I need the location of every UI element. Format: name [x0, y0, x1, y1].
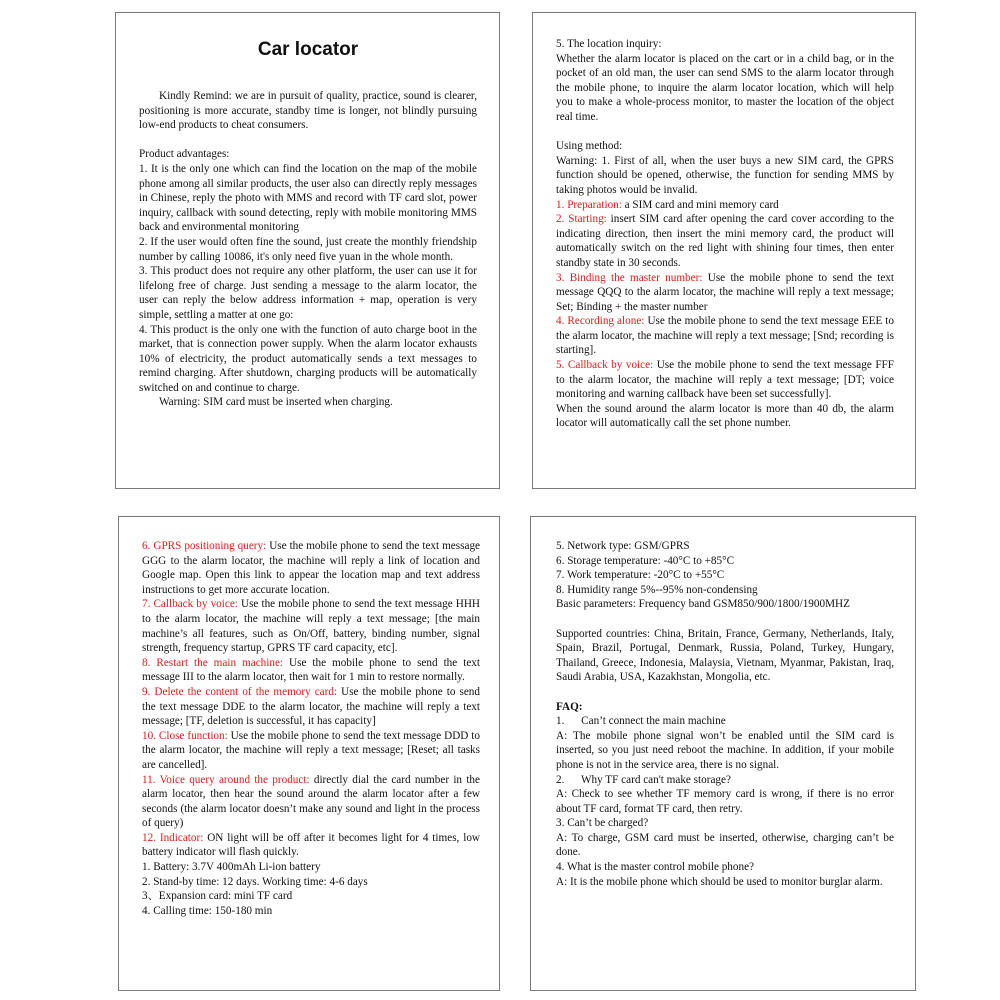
step-item: [556, 212, 894, 270]
step-item: [142, 831, 480, 860]
faq-heading: FAQ:: [556, 700, 583, 713]
step-label: 12. Indicator:: [142, 831, 204, 844]
step-item: [556, 198, 894, 213]
spec-item: 4. Calling time: 150-180 min: [142, 904, 273, 917]
faq-question: 4. What is the master control mobile phone?: [556, 861, 755, 874]
step-text: Use the mobile phone to send the text message FFF to the alarm locator, the machine will reply a text message; [DT; voice monitoring and warning callback have been set successfully].: [556, 359, 894, 401]
step-item: [142, 597, 480, 655]
advantage-item: 4. This product is the only one with the function of auto charge boot in the market, that is connection power supply. When the alarm locator exhausts 10% of electricity, the product automatically sends a text messages to remind charging. After shutdown, charging products will be automatically switched on and continue to charge.: [139, 323, 477, 394]
card-intro: [115, 12, 500, 489]
step-text: a SIM card and mini memory card: [621, 198, 779, 211]
card-usage: [532, 12, 916, 489]
step-text: ON light will be off after it becomes light for 4 times, low battery indicator will flash quickly.: [142, 831, 480, 859]
spec-item: 1. Battery: 3.7V 400mAh Li-ion battery: [142, 861, 321, 874]
step-item: [142, 773, 480, 831]
step-item: [142, 656, 480, 685]
step-item: [556, 271, 894, 315]
faq-question: 1. Can’t connect the main machine: [556, 715, 726, 728]
advantage-item: 3. This product does not require any other platform, the user can use it for lifelong free of charge. Just sending a message to the alarm locator, the user can reply the below address information + map, operation is very simple, settling a matter at one go:: [139, 265, 477, 321]
page-title: Car locator: [257, 39, 359, 60]
step-item: [142, 685, 480, 729]
step-label: 7. Callback by voice:: [142, 598, 238, 611]
step-item: [142, 539, 480, 597]
faq-question: 2. Why TF card can't make storage?: [556, 773, 731, 786]
step-label: 8. Restart the main machine:: [142, 656, 284, 669]
step-label: 2. Starting:: [556, 213, 607, 226]
spec-item: 5. Network type: GSM/GPRS: [556, 540, 690, 552]
step-text: Use the mobile phone to send the text message HHH to the alarm locator, the machine will reply a text message; [the main machine’s all features, such as On/Off, battery, binding number, signal strength, frequency startup, GPRS TF card capacity, etc].: [142, 598, 480, 655]
advantages-heading: Product advantages:: [139, 148, 230, 161]
faq-answer: A: The mobile phone signal won’t be enabled until the SIM card is inserted, so you just need reboot the machine. In addition, if your mobile phone is not in the service area, there is no signal.: [556, 729, 894, 771]
using-heading: Using method:: [556, 140, 623, 153]
spec-item: Basic parameters: Frequency band GSM850/900/1800/1900MHZ: [556, 598, 850, 611]
faq-answer: A: It is the mobile phone which should be used to monitor burglar alarm.: [556, 875, 883, 888]
step-item: [556, 314, 894, 358]
step-text: directly dial the card number in the alarm locator, then hear the sound around the alarm locator after a few seconds (the alarm locator doesn’t make any sound and light in the process of query): [142, 773, 480, 830]
step-text: Use the mobile phone to send the text message GGG to the alarm locator, the machine will reply a link of location and Google map. Open this link to appear the location map and text address instructions to get more accurate location.: [142, 540, 481, 596]
inquiry-text: Whether the alarm locator is placed on the cart or in a child bag, or in the pocket of an old man, the user can send SMS to the alarm locator through the mobile phone, to inquire the alarm locator location, which will help you to make a whole-process monitor, to master the location of the object real time.: [556, 52, 894, 123]
step-label: 5. Callback by voice:: [556, 359, 654, 372]
spec-item: 8. Humidity range 5%--95% non-condensing: [556, 583, 758, 596]
step-label: 9. Delete the content of the memory card:: [142, 685, 338, 698]
faq-answer: A: Check to see whether TF memory card is wrong, if there is no error about TF card, format TF card, then retry.: [556, 788, 894, 815]
spec-item: 2. Stand-by time: 12 days. Working time: 4-6 days: [142, 875, 368, 888]
step-item: [142, 729, 480, 773]
spec-item: 3、Expansion card: mini TF card: [142, 890, 293, 903]
step-text: Use the mobile phone to send the text message EEE to the alarm locator, the machine will reply a text message; [Snd; recording is starting].: [556, 315, 895, 357]
sound-note: When the sound around the alarm locator is more than 40 db, the alarm locator will automatically call the set phone number.: [556, 402, 894, 430]
advantage-item: 2. If the user would often fine the sound, just create the monthly friendship number by calling 10086, it's only need five yuan in the whole month.: [139, 235, 477, 263]
card-specs-faq: [530, 516, 916, 991]
advantage-item: 1. It is the only one which can find the location on the map of the mobile phone among all similar products, the user also can directly reply messages in Chinese, reply the photo with MMS and record with TF card slot, power inquiry, callback with sound detecting, reply with mobile monitoring MMS back and environmental monitoring: [139, 162, 477, 234]
step-item: [556, 358, 894, 402]
faq-question: 3. Can’t be charged?: [556, 817, 649, 830]
charging-warning: Warning: SIM card must be inserted when charging.: [159, 396, 393, 409]
step-text: insert SIM card after opening the card cover according to the indicating direction, then insert the mini memory card, the product will automatically switch on the red light with shining four times, then enter standby state in 30 seconds.: [556, 213, 894, 269]
spec-item: 7. Work temperature: -20°C to +55°C: [556, 569, 725, 582]
using-warning: Warning: 1. First of all, when the user buys a new SIM card, the GPRS function should be opened, otherwise, the function for sending MMS by taking photos would be invalid.: [556, 154, 894, 196]
step-text: Use the mobile phone to send the text message III to the alarm locator, then wait for 1 min to restore normally.: [142, 656, 480, 684]
inquiry-heading: 5. The location inquiry:: [556, 38, 662, 50]
remind-text: Kindly Remind: we are in pursuit of quality, practice, sound is clearer, positioning is more accurate, standby time is longer, not blindly pursuing low-end products to cheat consumers.: [139, 90, 477, 132]
step-text: Use the mobile phone to send the text message QQQ to the alarm locator, the machine will reply a text message; Set; Binding + the master number: [556, 271, 894, 313]
faq-answer: A: To charge, GSM card must be inserted, otherwise, charging can’t be done.: [556, 831, 894, 859]
step-label: 10. Close function:: [142, 729, 228, 742]
card-commands: [118, 516, 500, 991]
step-text: Use the mobile phone to send the text message DDD to the alarm locator, the machine will reply a text message; [Reset; all tasks are cancelled].: [142, 729, 480, 771]
step-label: 1. Preparation:: [556, 198, 622, 211]
step-label: 3. Binding the master number:: [556, 271, 703, 284]
spec-item: 6. Storage temperature: -40°C to +85°C: [556, 554, 735, 567]
step-label: 4. Recording alone:: [556, 315, 645, 328]
step-text: Use the mobile phone to send the text message DDE to the alarm locator, the machine will reply a text message; [TF, deletion is successful, it has capacity]: [142, 685, 480, 728]
step-label: 11. Voice query around the product:: [142, 773, 310, 786]
supported-countries: Supported countries: China, Britain, France, Germany, Netherlands, Italy, Spain, Brazil, Portugal, Denmark, Russia, Poland, Turkey, Hungary, Thailand, Greece, Indonesia, Malaysia, Vietnam, Myanmar, Pakistan, Iraq, Saudi Arabia, USA, Kazakhstan, Mongolia, etc.: [556, 627, 894, 684]
step-label: 6. GPRS positioning query:: [142, 540, 267, 552]
